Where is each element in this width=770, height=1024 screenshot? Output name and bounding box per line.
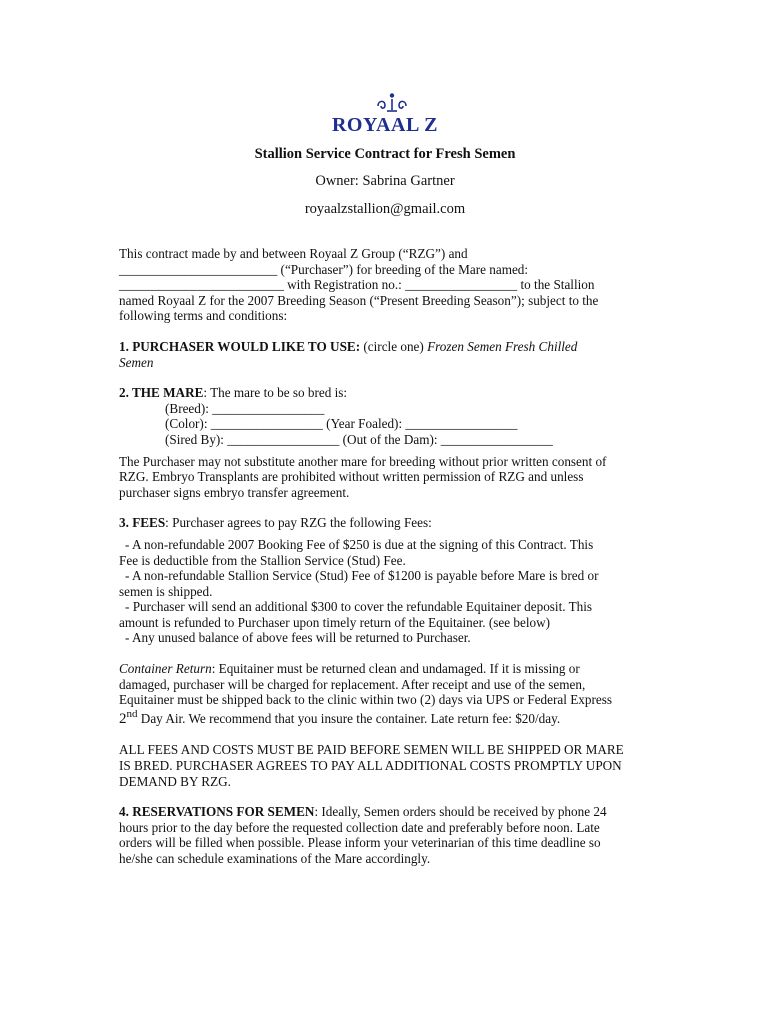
section-4-text: : Ideally, Semen orders should be received by phone 24 — [314, 804, 607, 820]
ordinal-number: 2 — [119, 710, 127, 727]
reservation-line: orders will be filled when possible. Please inform your veterinarian of this time deadline so — [119, 835, 601, 851]
container-line: damaged, purchaser will be charged for replacement. After receipt and use of the semen, — [119, 676, 586, 692]
intro-line: named Royaal Z for the 2007 Breeding Season (“Present Breeding Season”); subject to the — [119, 292, 599, 308]
section-1-heading: 1. PURCHASER WOULD LIKE TO USE: — [119, 338, 361, 354]
ordinal-suffix: nd — [126, 707, 138, 720]
owner-line: Owner: Sabrina Gartner — [315, 173, 455, 189]
fee-line: Fee is deductible from the Stallion Service (Stud) Fee. — [119, 552, 406, 568]
mare-note-line: RZG. Embryo Transplants are prohibited without written permission of RZG and unless — [119, 469, 584, 485]
section-3 — [119, 515, 664, 531]
mare-field: (Sired By): _________________ (Out of the Dam): _________________ — [165, 431, 553, 447]
fee-line: - Purchaser will send an additional $300 to cover the refundable Equitainer deposit. This — [125, 599, 593, 615]
fee-line: semen is shipped. — [119, 583, 213, 599]
reservation-line: hours prior to the day before the requested collection date and preferably before noon. Late — [119, 819, 600, 835]
crown-ornament-icon — [372, 92, 412, 114]
intro-line: ________________________ (“Purchaser”) for breeding of the Mare named: — [119, 261, 529, 277]
mare-note-line: purchaser signs embryo transfer agreement. — [119, 484, 350, 500]
container-line — [119, 707, 664, 728]
semen-options-cont: Semen — [119, 354, 154, 370]
contract-body — [119, 246, 664, 867]
logo-text: ROYAAL Z — [331, 114, 439, 136]
document-title: Stallion Service Contract for Fresh Semen — [254, 146, 516, 162]
all-fees-line: DEMAND BY RZG. — [119, 773, 231, 789]
container-line: Equitainer must be shipped back to the clinic within two (2) days via UPS or Federal Express — [119, 692, 612, 708]
container-return — [119, 661, 664, 677]
container-line-end: Day Air. We recommend that you insure the container. Late return fee: $20/day. — [137, 710, 561, 726]
semen-options: Frozen Semen Fresh Chilled — [427, 338, 578, 354]
section-3-text: : Purchaser agrees to pay RZG the following Fees: — [165, 515, 432, 531]
fee-line: - A non-refundable Stallion Service (Stud) Fee of $1200 is payable before Mare is bred or — [125, 568, 599, 584]
section-1 — [119, 339, 664, 355]
intro-line: This contract made by and between Royaal Z Group (“RZG”) and — [119, 246, 468, 261]
reservation-line: he/she can schedule examinations of the Mare accordingly. — [119, 851, 431, 866]
mare-note-line: The Purchaser may not substitute another mare for breeding without prior written consent of — [119, 453, 607, 469]
section-4-heading: 4. RESERVATIONS FOR SEMEN — [119, 804, 315, 820]
fee-line: - A non-refundable 2007 Booking Fee of $250 is due at the signing of this Contract. This — [125, 536, 594, 552]
all-fees-line: ALL FEES AND COSTS MUST BE PAID BEFORE SEMEN WILL BE SHIPPED OR MARE — [119, 742, 624, 758]
mare-field: (Breed): _________________ — [165, 400, 325, 416]
section-3-heading: 3. FEES — [119, 515, 166, 531]
section-1-text: (circle one) — [360, 338, 428, 354]
intro-line: _________________________ with Registration no.: _________________ to the Stallion — [119, 277, 595, 293]
section-4 — [119, 804, 664, 820]
section-2-heading: 2. THE MARE — [119, 385, 204, 401]
container-return-text: : Equitainer must be returned clean and undamaged. If it is missing or — [211, 661, 580, 677]
container-return-heading: Container Return — [119, 661, 212, 677]
section-2-text: : The mare to be so bred is: — [203, 385, 348, 401]
fee-line: - Any unused balance of above fees will be returned to Purchaser. — [125, 630, 471, 646]
all-fees-line: IS BRED. PURCHASER AGREES TO PAY ALL ADDITIONAL COSTS PROMPTLY UPON — [119, 758, 622, 774]
section-2 — [119, 385, 664, 401]
mare-field: (Color): _________________ (Year Foaled): _________________ — [165, 416, 518, 432]
fee-line: amount is refunded to Purchaser upon timely return of the Equitainer. (see below) — [119, 614, 551, 630]
email-line: royaalzstallion@gmail.com — [304, 201, 466, 217]
intro-line: following terms and conditions: — [119, 308, 288, 324]
